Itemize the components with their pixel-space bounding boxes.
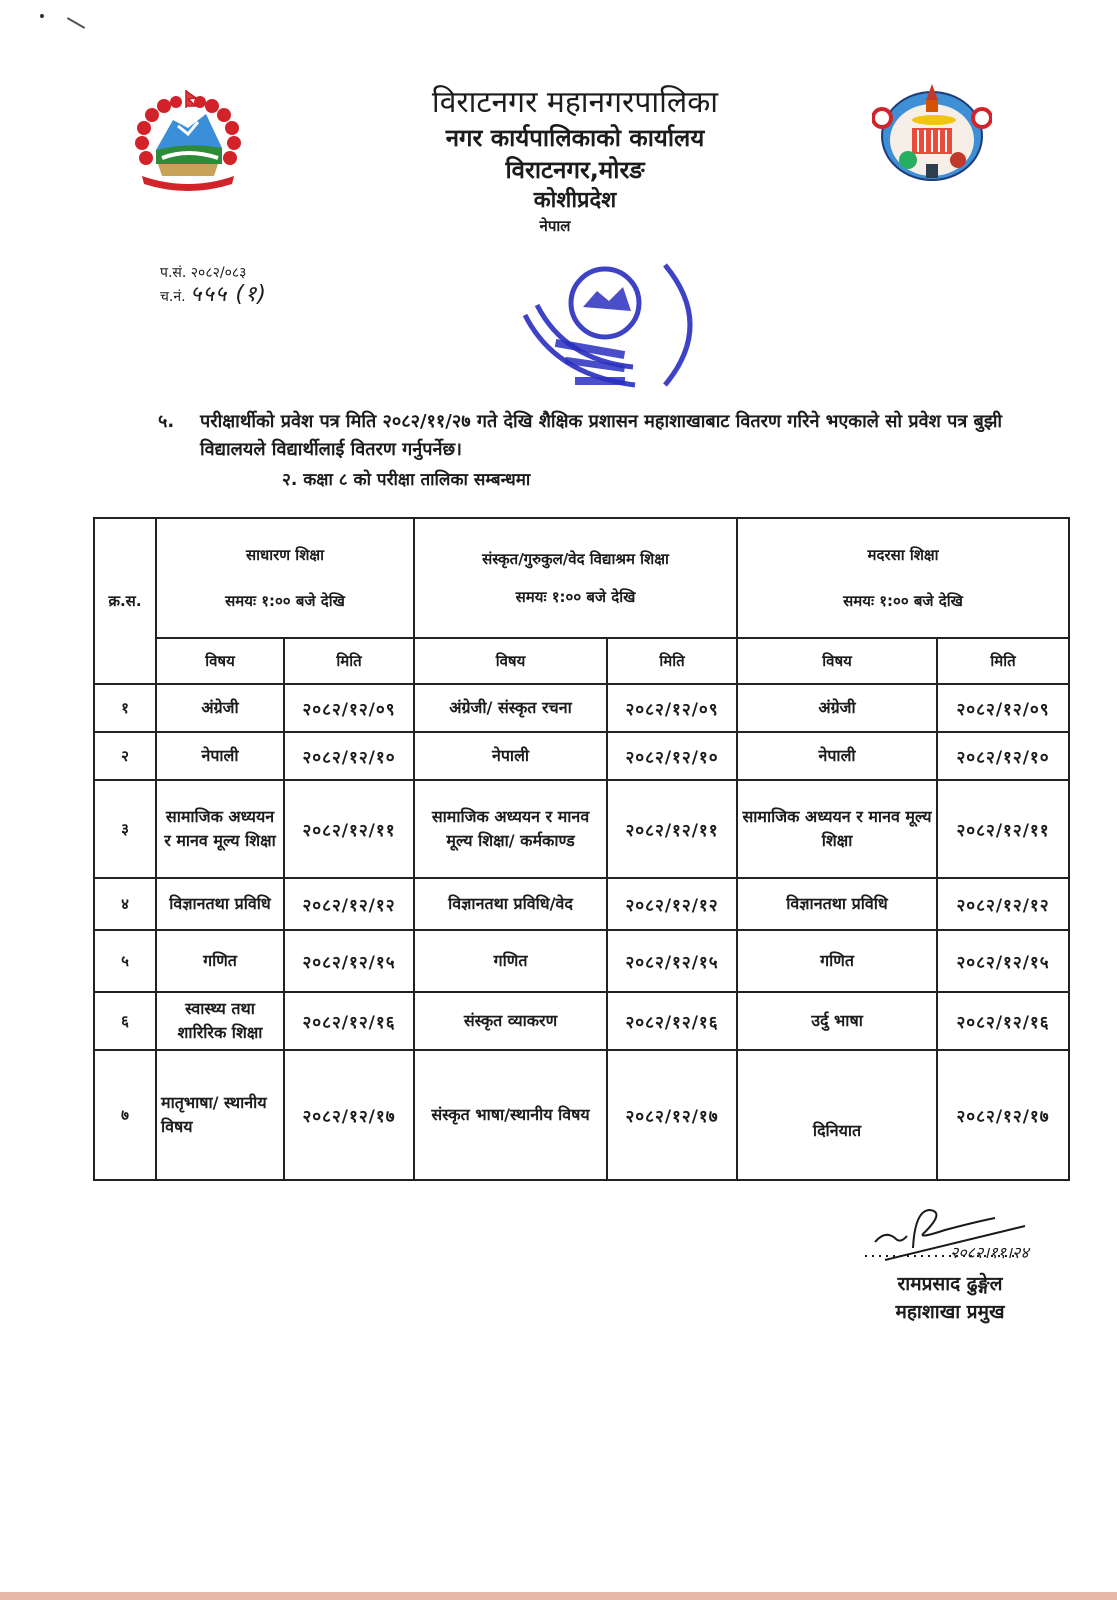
scan-edge bbox=[0, 1592, 1117, 1600]
table-row bbox=[94, 732, 1069, 780]
signature-date: २०८२।११।२४ bbox=[950, 1243, 1029, 1262]
date-header: मिति bbox=[284, 638, 414, 684]
date-cell: २०८२/१२/१० bbox=[284, 732, 414, 780]
letterhead bbox=[300, 84, 850, 236]
notice-text: परीक्षार्थीको प्रवेश पत्र मिति २०८२/११/२७ गते देखि शैक्षिक प्रशासन महाशाखाबाट वितरण गरिने भएकाले सो प्रवेश पत्र बुझी विद्यालयले विद्यार्थीलाई वितरण गर्नुपर्नेछ। bbox=[200, 411, 1003, 460]
date-cell: २०८२/१२/१७ bbox=[284, 1050, 414, 1180]
table-row bbox=[94, 780, 1069, 878]
exam-schedule-table bbox=[93, 517, 1070, 1181]
table-row bbox=[94, 1050, 1069, 1180]
office-stamp-icon bbox=[515, 245, 715, 395]
table-row bbox=[94, 992, 1069, 1050]
subject-cell: गणित bbox=[737, 930, 937, 992]
subject-cell: मातृभाषा/ स्थानीय विषय bbox=[156, 1050, 284, 1180]
sanskrit-education-header bbox=[414, 518, 737, 638]
signatory-name: रामप्रसाद ढुङ्गेल bbox=[897, 1273, 1003, 1295]
serial-number: ५ bbox=[94, 930, 156, 992]
group-header-row bbox=[94, 518, 1069, 638]
subject-cell: अंग्रेजी bbox=[737, 684, 937, 732]
office-address: विराटनगर,मोरङ bbox=[505, 156, 645, 184]
date-header: मिति bbox=[937, 638, 1069, 684]
subject-cell: सामाजिक अध्ययन र मानव मूल्य शिक्षा bbox=[156, 780, 284, 878]
country-name: नेपाल bbox=[539, 217, 571, 235]
subject-cell: नेपाली bbox=[414, 732, 607, 780]
date-cell: २०८२/१२/१० bbox=[607, 732, 737, 780]
date-cell: २०८२/१२/१२ bbox=[607, 878, 737, 930]
nepal-emblem-icon bbox=[128, 88, 248, 198]
serial-number: ७ bbox=[94, 1050, 156, 1180]
signatory-designation: महाशाखा प्रमुख bbox=[895, 1301, 1005, 1323]
subject-cell: नेपाली bbox=[737, 732, 937, 780]
date-cell: २०८२/१२/०९ bbox=[937, 684, 1069, 732]
subject-cell: विज्ञानतथा प्रविधि/वेद bbox=[414, 878, 607, 930]
serial-number: ३ bbox=[94, 780, 156, 878]
serial-number: ४ bbox=[94, 878, 156, 930]
date-cell: २०८२/१२/१७ bbox=[607, 1050, 737, 1180]
subject-cell: गणित bbox=[414, 930, 607, 992]
subject-cell: अंग्रेजी/ संस्कृत रचना bbox=[414, 684, 607, 732]
province-name: कोशीप्रदेश bbox=[533, 188, 617, 213]
date-cell: २०८२/१२/१७ bbox=[937, 1050, 1069, 1180]
organization-name: विराटनगर महानगरपालिका bbox=[431, 85, 719, 120]
date-cell: २०८२/१२/१२ bbox=[284, 878, 414, 930]
serial-number: ६ bbox=[94, 992, 156, 1050]
serial-number: २ bbox=[94, 732, 156, 780]
group-title: संस्कृत/गुरुकुल/वेद विद्याश्रम शिक्षा bbox=[482, 550, 669, 568]
date-cell: २०८२/१२/१५ bbox=[284, 930, 414, 992]
notice-paragraph bbox=[158, 408, 1008, 464]
biratnagar-logo-icon bbox=[872, 78, 992, 186]
handwritten-signature-icon bbox=[855, 1200, 1045, 1270]
date-cell: २०८२/१२/१६ bbox=[607, 992, 737, 1050]
signature-block bbox=[850, 1200, 1050, 1326]
date-header: मिति bbox=[607, 638, 737, 684]
date-cell: २०८२/१२/१६ bbox=[937, 992, 1069, 1050]
serial-number-header: क्र.स. bbox=[94, 518, 156, 684]
date-cell: २०८२/१२/१० bbox=[937, 732, 1069, 780]
subject-cell: उर्दु भाषा bbox=[737, 992, 937, 1050]
dispatch-reference bbox=[160, 284, 267, 308]
office-name: नगर कार्यपालिकाको कार्यालय bbox=[445, 124, 705, 152]
subject-cell: सामाजिक अध्ययन र मानव मूल्य शिक्षा/ कर्मकाण्ड bbox=[414, 780, 607, 878]
group-time: समयः १:०० बजे देखि bbox=[843, 592, 963, 610]
date-cell: २०८२/१२/०९ bbox=[284, 684, 414, 732]
subject-cell: संस्कृत भाषा/स्थानीय विषय bbox=[414, 1050, 607, 1180]
table-row bbox=[94, 878, 1069, 930]
table-row bbox=[94, 930, 1069, 992]
scan-mark bbox=[67, 17, 85, 29]
subject-cell: अंग्रेजी bbox=[156, 684, 284, 732]
section-heading: २. कक्षा ८ को परीक्षा तालिका सम्बन्धमा bbox=[282, 470, 531, 490]
date-cell: २०८२/१२/०९ bbox=[607, 684, 737, 732]
serial-number: १ bbox=[94, 684, 156, 732]
notice-number: ५. bbox=[158, 411, 175, 432]
group-title: मदरसा शिक्षा bbox=[867, 546, 939, 564]
date-cell: २०८२/१२/१५ bbox=[937, 930, 1069, 992]
general-education-header bbox=[156, 518, 414, 638]
scan-speck bbox=[40, 14, 44, 18]
subject-header: विषय bbox=[414, 638, 607, 684]
subject-cell: दिनियात bbox=[737, 1050, 937, 1180]
date-cell: २०८२/१२/१२ bbox=[937, 878, 1069, 930]
date-cell: २०८२/१२/११ bbox=[607, 780, 737, 878]
subject-header: विषय bbox=[156, 638, 284, 684]
fiscal-year-reference: प.सं. २०८२/०८३ bbox=[160, 265, 247, 281]
subject-cell: सामाजिक अध्ययन र मानव मूल्य शिक्षा bbox=[737, 780, 937, 878]
subject-cell: गणित bbox=[156, 930, 284, 992]
table-row bbox=[94, 684, 1069, 732]
subject-cell: नेपाली bbox=[156, 732, 284, 780]
group-time: समयः १:०० बजे देखि bbox=[515, 588, 636, 606]
subject-header: विषय bbox=[737, 638, 937, 684]
date-cell: २०८२/१२/१६ bbox=[284, 992, 414, 1050]
reference-block bbox=[160, 262, 267, 308]
subject-cell: विज्ञानतथा प्रविधि bbox=[156, 878, 284, 930]
subject-cell: विज्ञानतथा प्रविधि bbox=[737, 878, 937, 930]
dispatch-number: ५५५ (१) bbox=[190, 282, 267, 307]
date-cell: २०८२/१२/११ bbox=[937, 780, 1069, 878]
subject-cell: स्वास्थ्य तथा शारिरिक शिक्षा bbox=[156, 992, 284, 1050]
column-header-row bbox=[94, 638, 1069, 684]
group-time: समयः १:०० बजे देखि bbox=[225, 592, 345, 610]
date-cell: २०८२/१२/११ bbox=[284, 780, 414, 878]
group-title: साधारण शिक्षा bbox=[245, 546, 325, 564]
dispatch-label: च.नं. bbox=[160, 289, 186, 305]
date-cell: २०८२/१२/१५ bbox=[607, 930, 737, 992]
subject-cell: संस्कृत व्याकरण bbox=[414, 992, 607, 1050]
madrasa-education-header bbox=[737, 518, 1069, 638]
